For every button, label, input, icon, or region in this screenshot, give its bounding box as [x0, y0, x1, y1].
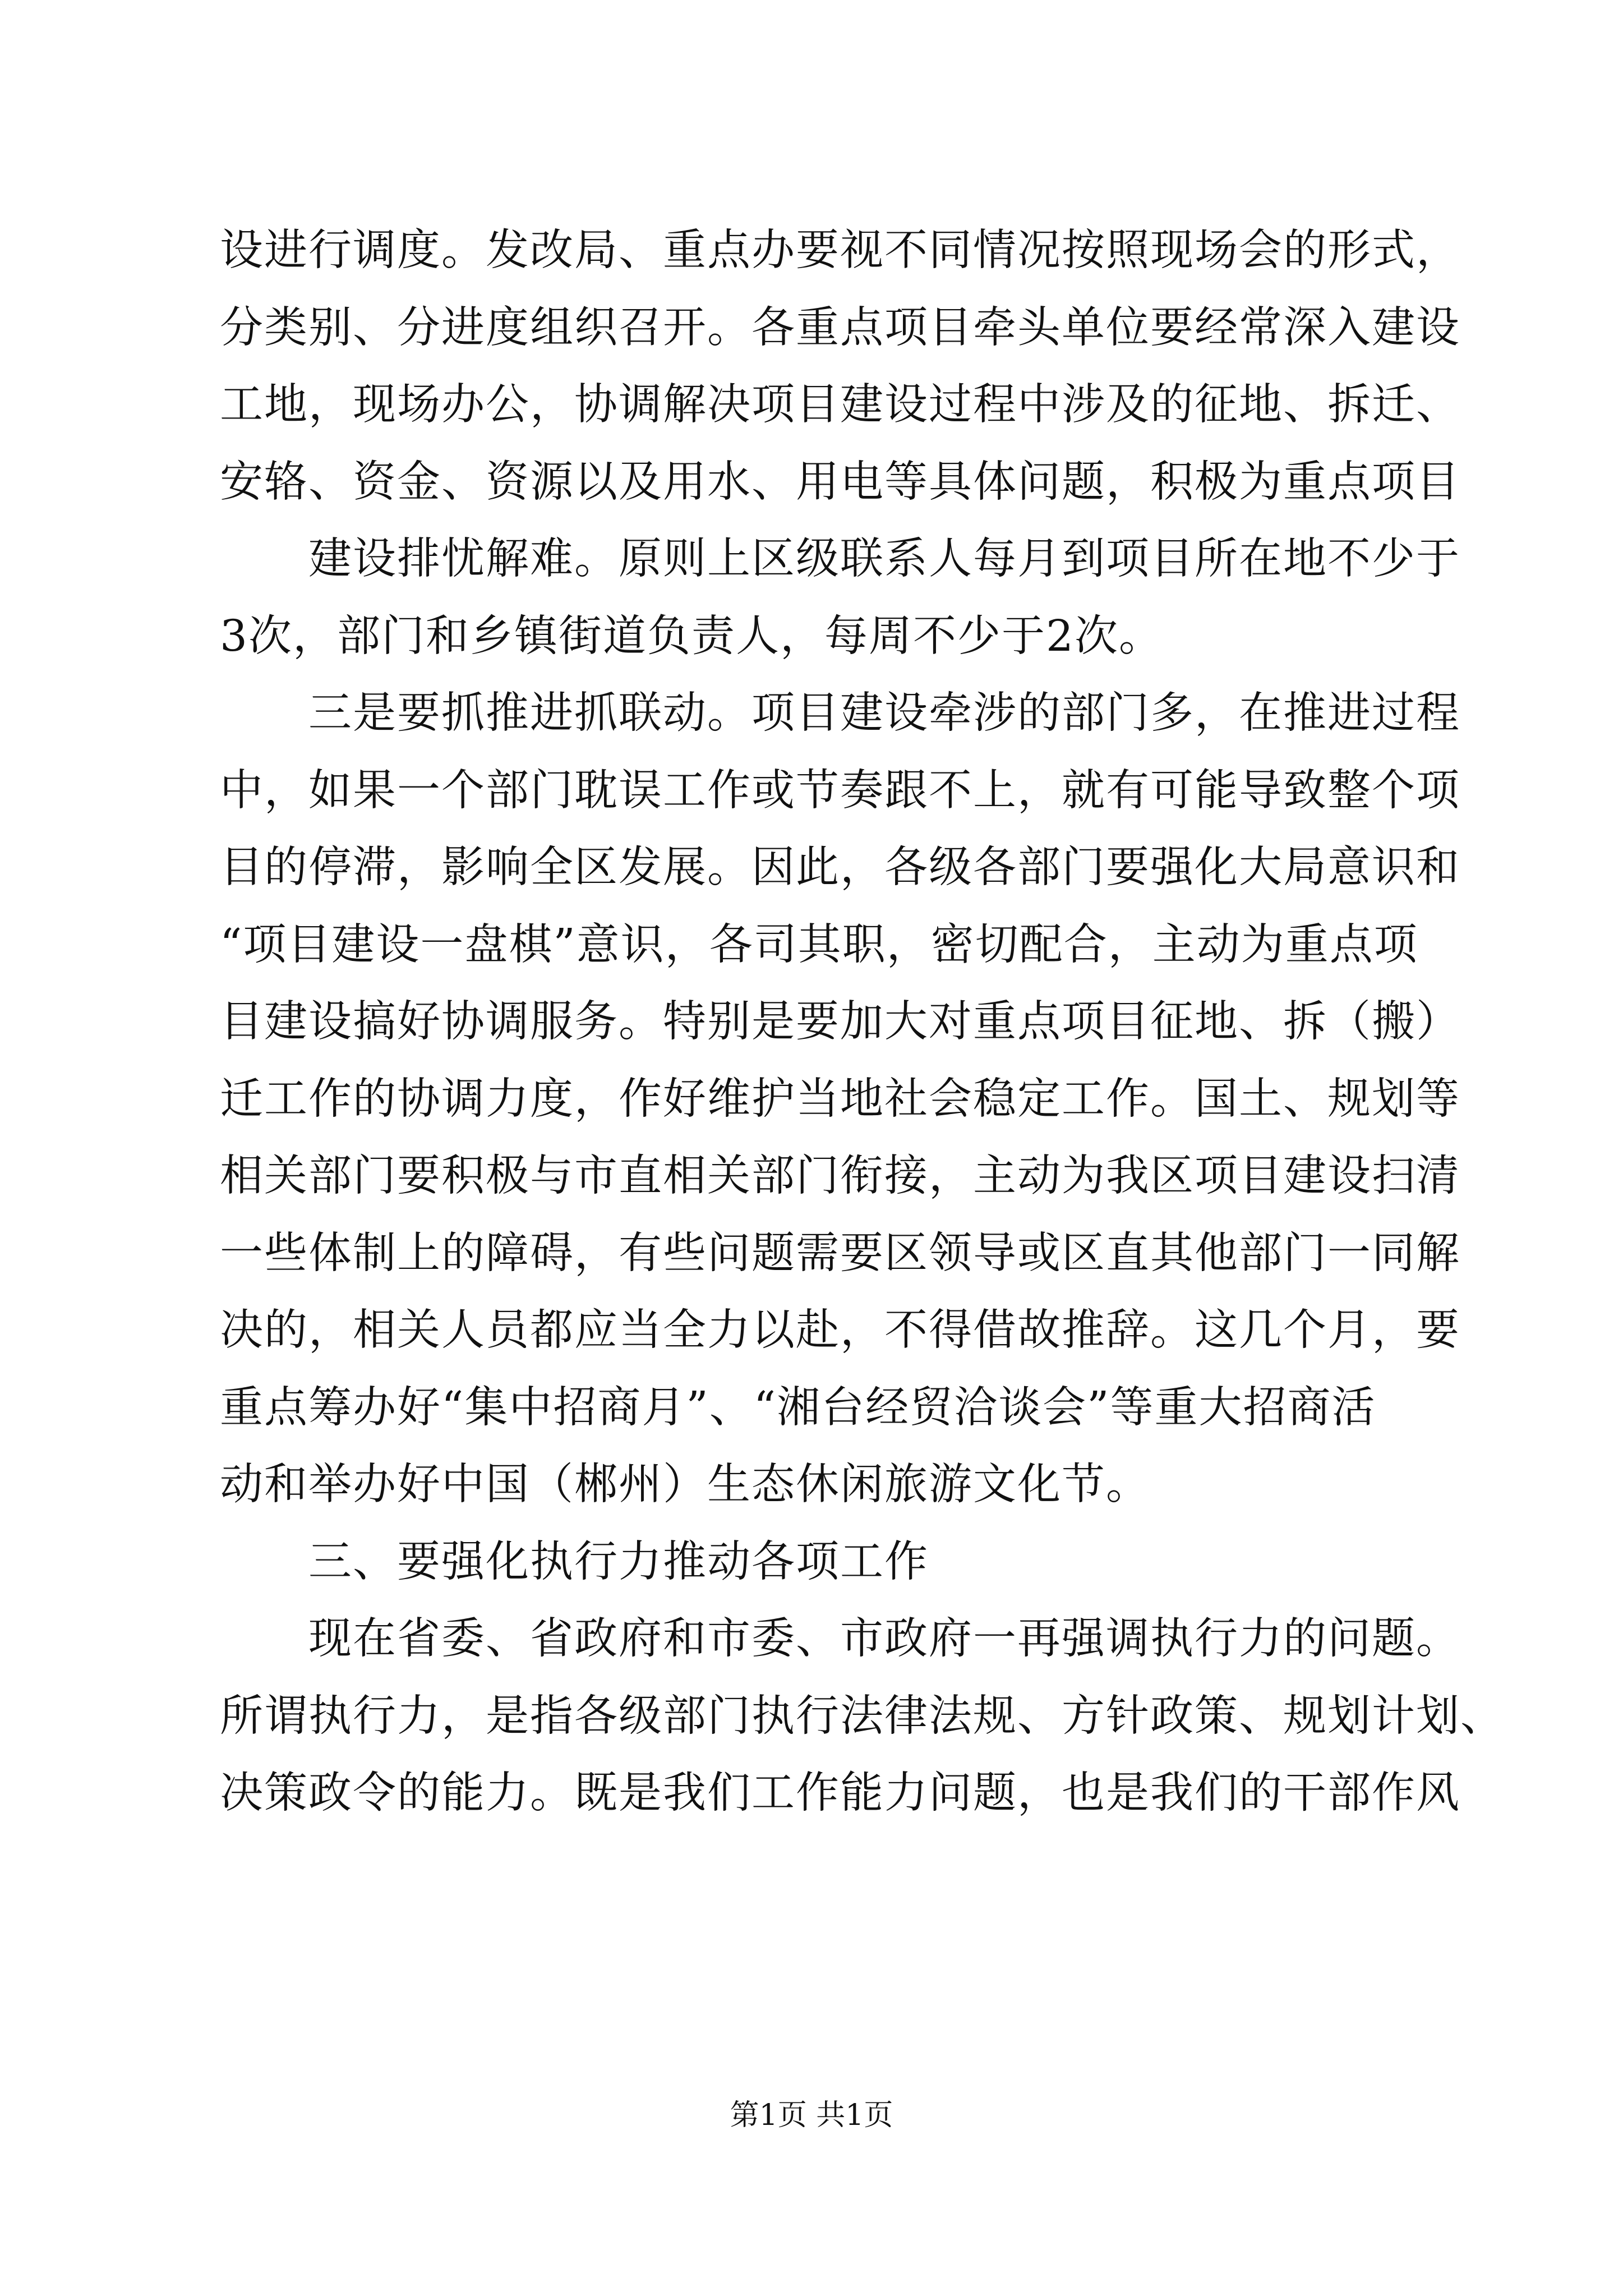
- text-line: 中，如果一个部门耽误工作或节奏跟不上，就有可能导致整个项: [220, 765, 1460, 816]
- text-line: 迁工作的协调力度，作好维护当地社会稳定工作。国土、规划等: [220, 1074, 1460, 1124]
- text-line: 工地，现场办公，协调解决项目建设过程中涉及的征地、拆迁、: [220, 380, 1460, 430]
- text-line: 目建设搞好协调服务。特别是要加大对重点项目征地、拆（搬）: [220, 997, 1460, 1047]
- text-line: 安辂、资金、资源以及用水、用电等具体问题，积极为重点项目: [220, 457, 1460, 507]
- paragraph-first-line: 现在省委、省政府和市委、市政府一再强调执行力的问题。: [308, 1614, 1460, 1664]
- text-line: 相关部门要积极与市直相关部门衔接，主动为我区项目建设扫清: [220, 1151, 1460, 1201]
- text-line: 设进行调度。发改局、重点办要视不同情况按照现场会的形式，: [220, 226, 1460, 275]
- text-line: 目的停滞，影响全区发展。因此，各级各部门要强化大局意识和: [220, 843, 1460, 892]
- text-line: 决策政令的能力。既是我们工作能力问题，也是我们的干部作风: [220, 1768, 1460, 1818]
- text-line: 分类别、分进度组织召开。各重点项目牵头单位要经常深入建设: [220, 302, 1460, 353]
- text-line: “项目建设一盘棋”意识，各司其职，密切配合，主动为重点项: [220, 919, 1418, 970]
- text-line: 动和举办好中国（郴州）生态休闲旅游文化节。: [220, 1460, 1150, 1510]
- text-line: 决的，相关人员都应当全力以赴，不得借故推辞。这几个月，要: [220, 1305, 1460, 1355]
- text-line: 一些体制上的障碍，有些问题需要区领导或区直其他部门一同解: [220, 1228, 1460, 1278]
- page-footer: 第1页 共1页: [730, 2099, 893, 2132]
- text-line: 重点筹办好“集中招商月”、“湘台经贸洽谈会”等重大招商活: [220, 1382, 1376, 1433]
- paragraph-first-line: 三是要抓推进抓联动。项目建设牵涉的部门多，在推进过程: [308, 688, 1460, 738]
- section-heading: 三、要强化执行力推动各项工作: [308, 1536, 929, 1587]
- paragraph-first-line: 建设排忧解难。原则上区级联系人每月到项目所在地不少于: [308, 534, 1460, 584]
- text-line: 所谓执行力，是指各级部门执行法律法规、方针政策、规划计划、: [220, 1691, 1505, 1741]
- text-line: 3次，部门和乡镇街道负责人，每周不少于2次。: [220, 611, 1163, 661]
- document-body: [220, 212, 1505, 1832]
